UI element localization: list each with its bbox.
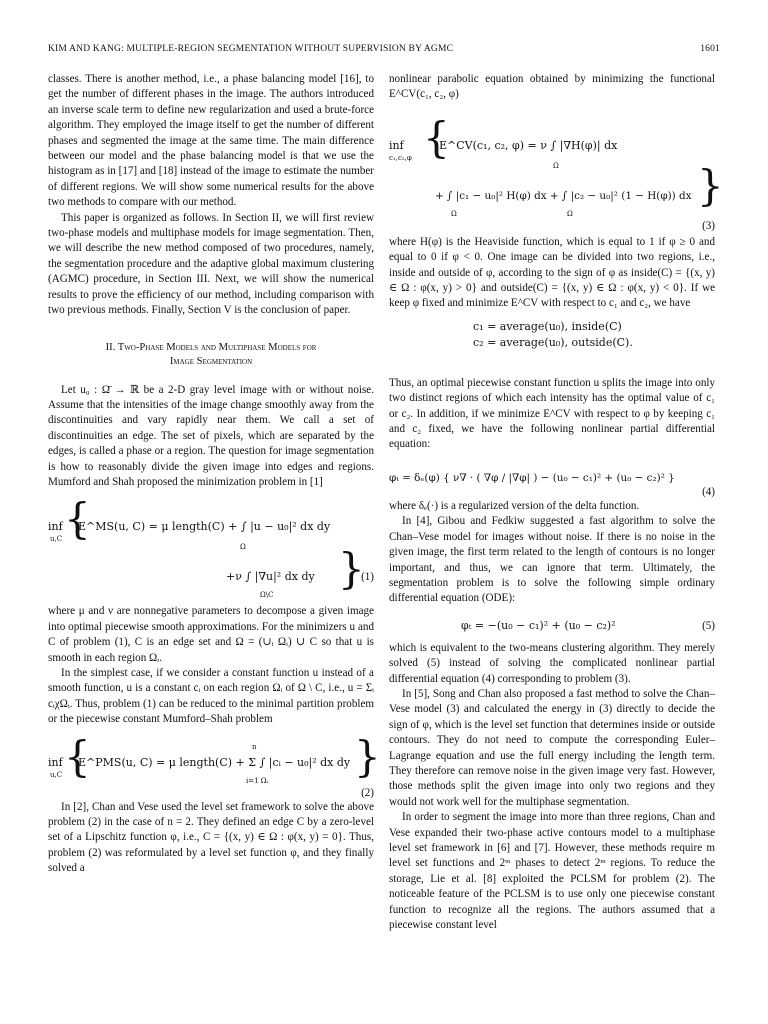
- paragraph: In [4], Gibou and Fedkiw suggested a fast algorithm to solve the Chan–Vese model for images without noise. If there is no noise in the given image, the first term related to the length of contours is no longer important, and thus, we can ignore that term. Ultimately, the segmentation problem is to solve the following simple ordinary differential equation (ODE):: [389, 515, 715, 605]
- paragraph: Thus, an optimal piecewise constant function u splits the image into only two distinct regions of which each intensity has the optimal value of c₁ or c₂. In addition, if we minimize E^CV with respect to φ by keeping c₁ and c₂ fixed, we have the following nonlinear partial differential equation:: [389, 376, 715, 451]
- equation-1: inf u,C { E^MS(u, C) = μ length(C) + ∫ |u − u₀|² dx dy Ω +ν ∫ |∇u|² dx dy Ω\C } (1): [48, 494, 374, 600]
- right-brace: }: [354, 731, 381, 781]
- equation-5: φₜ = −(u₀ − c₁)² + (u₀ − c₂)² (5): [461, 618, 715, 632]
- equation-3: inf c₁,c₂,φ { E^CV(c₁, c₂, φ) = ν ∫ |∇H(φ)| dx Ω + ∫ |c₁ − u₀|² H(φ) dx + ∫ |c₂ − u₀|² (1 − H(φ)) dx Ω Ω } (3): [389, 112, 724, 232]
- paragraph: In the simplest case, if we consider a constant function u instead of a smooth function, u is a constant cᵢ on each region Ωᵢ of Ω \ C, i.e., u = Σᵢ cᵢχΩᵢ. Thus, problem (1) can be reduced to the minimal partition problem or the piecewise constant Mumford–Shah problem: [48, 666, 374, 726]
- paragraph: where H(φ) is the Heaviside function, which is equal to 1 if φ ≥ 0 and equal to 0 if φ < 0. One image can be divided into two regions, i.e., inside and outside of φ, according to the sign of φ as inside(C) = {(x, y) ∈ Ω : φ(x, y) > 0} and outside(C) = {(x, y) ∈ Ω : φ(x, y) < 0}. If we keep φ fixed and minimize E^CV with respect to c₁ and c₂, we have: [389, 235, 715, 310]
- paragraph: where μ and ν are nonnegative parameters to decompose a given image into optimal piecewise smooth approximations. For the minimizers u and C of problem (1), C is an edge set and Ω = (∪ᵢ Ωᵢ) ∪ C so that u is smooth in each region Ωᵢ.: [48, 605, 374, 664]
- paragraph: In [2], Chan and Vese used the level set framework to solve the above problem (2) in the case of n = 2. They defined an edge C by a zero-level set of a Lipschitz function φ, i.e., C = {(x, y) ∈ Ω : φ(x, y) = 0}. Thus, problem (2) was reformulated by a level set function φ, and they finally solved a: [48, 800, 374, 875]
- paragraph: where δₑ(·) is a regularized version of the delta function.: [389, 499, 640, 512]
- paragraph: which is equivalent to the two-means clustering algorithm. They merely solved (5) instead of solving the complicated nonlinear partial differential equation (4) corresponding to problem (3).: [389, 641, 715, 685]
- left-brace: {: [423, 112, 450, 162]
- paragraph: In order to segment the image into more than three regions, Chan and Vese expanded their two-phase active contours model to a multiphase level set framework in [6] and [7]. However, these methods require m level set functions and 2ᵐ phases to detect 2ᵐ regions. To reduce the storage, Lie et al. [8] exploited the PCLSM for problem (2). The noticeable feature of the PCLSM is to use only one piecewise constant function to recognize all the regions. The authors assumed that a piecewise constant level: [389, 811, 715, 932]
- right-column: [389, 72, 724, 933]
- paragraph: classes. There is another method, i.e., a phase balancing model [16], to get the number of different phases in the image. The authors introduced an inverse scale term to define new regularization and used a brute-force algorithm. They employed the image itself to get the number of different phases and segmented the image at the same time. The main difference between our model and the phase balancing model is that we use the histogram as in [17] and [18] instead of the image to estimate the number of different regions. We will show some numerical results for the above two methods to compare with our method.: [48, 73, 374, 209]
- running-title: KIM AND KANG: MULTIPLE-REGION SEGMENTATION WITHOUT SUPERVISION BY AGMC: [48, 44, 454, 54]
- right-brace: }: [338, 544, 365, 594]
- paragraph: This paper is organized as follows. In Section II, we will first review two-phase models and multiphase models for image segmentation. Then, we will describe the new method composed of two procedures, namely, the segmentation procedure and the adaptive global maximum clustering (AGMC) procedure, in Section III. Next, we will show the numerical results to prove the efficiency of our method, including comparison with two previous methods. Finally, Section V is the conclusion of paper.: [48, 211, 374, 317]
- section-heading: II. Two-Phase Models and Multiphase Models for Image Segmentation: [105, 341, 317, 367]
- average-equations: c₁ = average(u₀), inside(C) c₂ = average(u₀), outside(C).: [473, 319, 633, 349]
- left-brace: {: [64, 731, 91, 781]
- equation-2: inf u,C { E^PMS(u, C) = μ length(C) + Σ ∫ |cᵢ − u₀|² dx dy n i=1 Ωᵢ } (2): [48, 731, 381, 799]
- running-head: [48, 44, 720, 54]
- equation-4: φₜ = δₑ(φ) { ν∇ · ( ∇φ / |∇φ| ) − (u₀ − c₁)² + (u₀ − c₂)² } (4): [389, 471, 715, 498]
- left-brace: {: [64, 494, 91, 544]
- paragraph: nonlinear parabolic equation obtained by minimizing the functional E^CV(c₁, c₂, φ): [389, 73, 715, 101]
- page-number: 1601: [700, 44, 720, 54]
- left-column: [48, 72, 381, 877]
- paragraph: In [5], Song and Chan also proposed a fast method to solve the Chan–Vese model (3) and calculated the energy in (3) directly to decide the sign of φ, which is the level set function that determines inside or outside contours. They do not need to compute the corresponding Euler–Lagrange equation and use the full energy including the length term. They therefore can remove noise in the given image very fast. However, those methods split the given image into only two regions and they would not work well for the multiphase segmentation.: [389, 687, 715, 808]
- paragraph: Let u₀ : Ω̄ → ℝ be a 2-D gray level image with or without noise. Assume that the intensities of the image change smoothly away from the discontinuities and vary rapidly near them. We call a set of discontinuities an edge. The set of pixels, which are separated by the edges, is called a phase or a region. The question for image segmentation is how to reasonably divide the given image into edges and regions. Mumford and Shah proposed the minimization problem in [1]: [48, 383, 374, 488]
- right-brace: }: [697, 160, 724, 210]
